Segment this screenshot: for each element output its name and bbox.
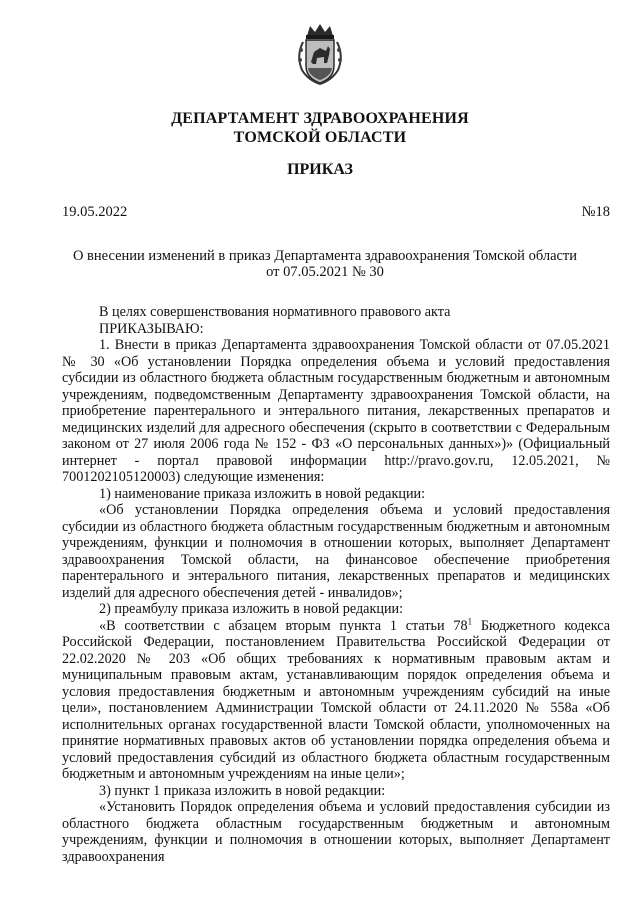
tomsk-coat-of-arms-icon	[293, 22, 347, 86]
new-preamble-text-end: Бюджетного кодекса Российской Федерации, постановлением Правительства Российской Федерации от 22.02.2020 № 203 «Об общих требованиях к нормативным правовым актам и муниципальным правовым актам, устанавливающим порядок определения объема и условия предоставления бюджетным и автономным учреждениям субсидий на иные цели», постановлением Администрации Томской области от 24.11.2020 № 558а «Об исполнительных органах государственной власти Томской области, уполномоченных на принятие нормативных правовых актов об установлении порядка определения объема и условий предоставления субсидий из областного бюджета областным государственным бюджетным и автономным учреждениям на иные цели»;	[62, 617, 610, 782]
document-type-title: ПРИКАЗ	[287, 161, 353, 178]
department-line-1: ДЕПАРТАМЕНТ ЗДРАВООХРАНЕНИЯ	[171, 110, 469, 127]
new-clause-1-paragraph: «Установить Порядок определения объема и условий предоставления субсидии из областного бюджета областным государственным бюджетным и автономным учреждениям, функции и полномочия в отношении которых, выполняет Департамент здравоохранения	[62, 799, 610, 865]
clause-1-paragraph: 1. Внести в приказ Департамента здравоохранения Томской области от 07.05.2021 № 30 «Об установлении Порядка определения объема и условий предоставления субсидии из областного бюджета областным государственным бюджетным и автономным учреждениям, подведомственным Департаменту здравоохранения Томской области, на приобретение парентерального и энтерального питания, лекарственных препаратов и медицинских изделий для адресного обеспечения (скрыто в соответствии с Федеральным законом от 27 июля 2006 года № 152 - ФЗ «О персональных данных»)» (Официальный интернет - портал правовой информации http://pravo.gov.ru, 12.05.2021, № 7001202105120003) следующие изменения:	[62, 337, 610, 485]
order-directive: ПРИКАЗЫВАЮ:	[99, 320, 204, 337]
new-preamble-paragraph	[62, 615, 610, 783]
preamble-paragraph: В целях совершенствования нормативного правового акта	[99, 304, 451, 320]
order-subject	[60, 248, 590, 280]
subject-line-2: от 07.05.2021 № 30	[266, 264, 384, 280]
new-preamble-text-start: «В соответствии с абзацем вторым пункта 1 статьи 78	[99, 617, 468, 634]
order-date: 19.05.2022	[62, 204, 128, 220]
subject-line-1: О внесении изменений в приказ Департамента здравоохранения Томской области	[72, 248, 578, 264]
order-number: №18	[581, 204, 610, 220]
order-body	[62, 304, 610, 865]
article-superscript: 1	[467, 615, 473, 626]
subclause-1-paragraph: 1) наименование приказа изложить в новой редакции:	[99, 485, 426, 502]
subclause-3-paragraph: 3) пункт 1 приказа изложить в новой редакции:	[99, 782, 386, 799]
new-title-paragraph: «Об установлении Порядка определения объема и условий предоставления субсидии из областного бюджета областным государственным бюджетным и автономным учреждениям, функции и полномочия в отношении которых, выполняет Департамент здравоохранения Томской области, на финансовое обеспечение приобретения парентерального и энтерального питания, лекарственных препаратов и медицинских изделий для адресного обеспечения детей - инвалидов»;	[62, 502, 610, 601]
subclause-2-paragraph: 2) преамбулу приказа изложить в новой редакции:	[99, 601, 404, 617]
department-line-2: ТОМСКОЙ ОБЛАСТИ	[233, 129, 407, 146]
department-heading	[0, 109, 640, 147]
